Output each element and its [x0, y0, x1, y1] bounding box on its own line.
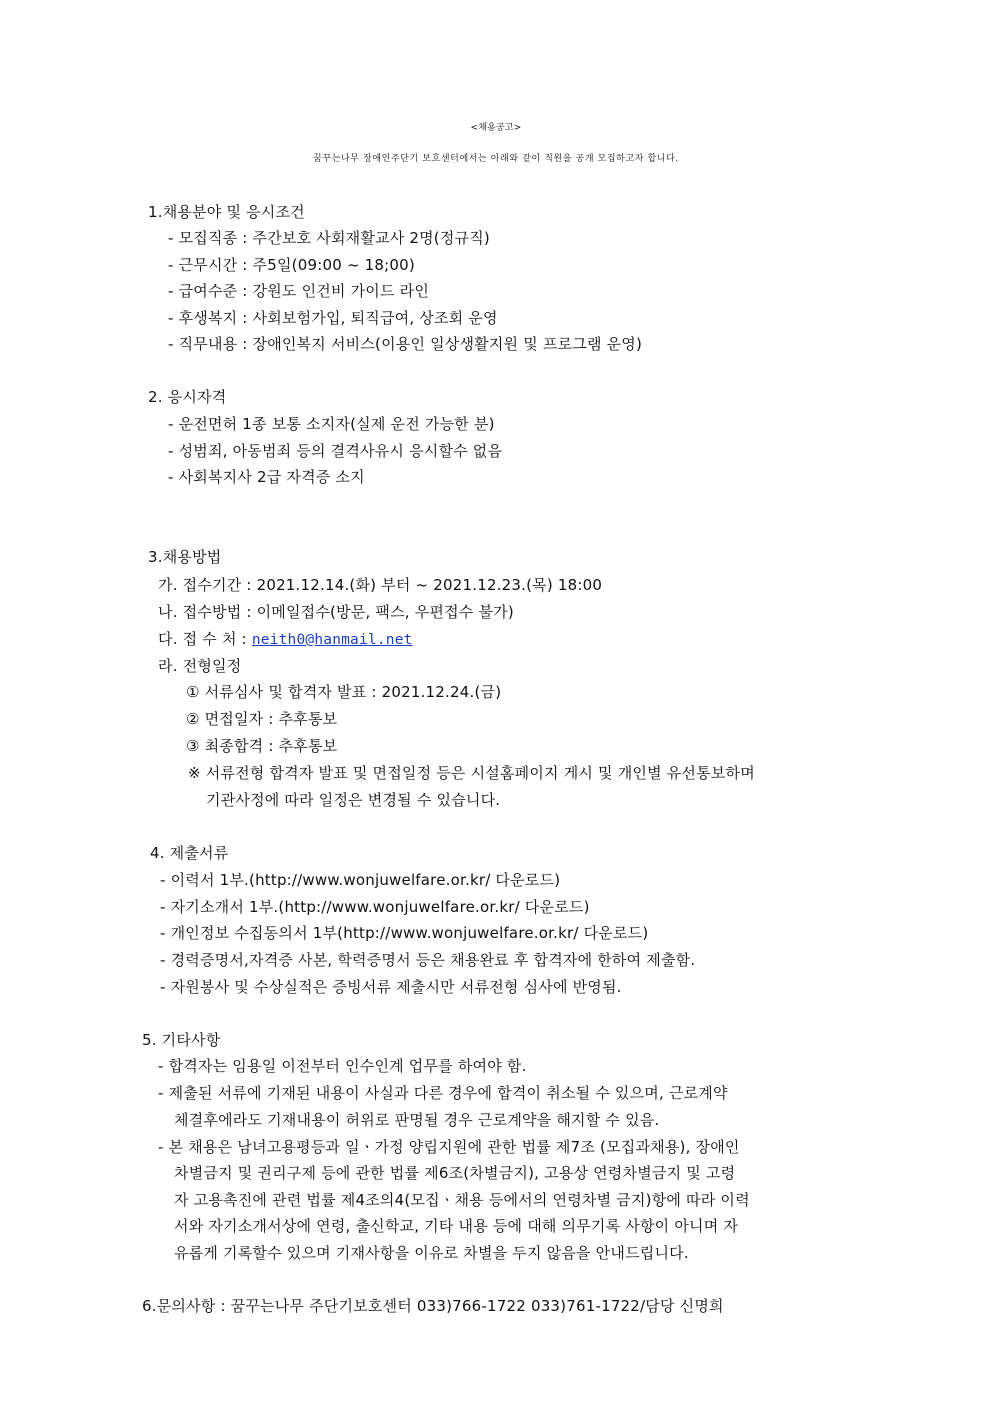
list-item: - 사회복지사 2급 자격증 소지 [168, 468, 365, 486]
list-item: - 운전면허 1종 보통 소지자(실제 운전 가능한 분) [168, 415, 495, 433]
text-line: 체결후에라도 기재내용이 허위로 판명될 경우 근로계약을 해지할 수 있음. [174, 1111, 660, 1129]
text-line: 차별금지 및 권리구제 등에 관한 법률 제6조(차별금지), 고용상 연령차별금지 및 고령 [174, 1164, 736, 1182]
text-line: 서와 자기소개서상에 연령, 출신학교, 기타 내용 등에 대해 의무기록 사항이 아니며 자 [174, 1217, 739, 1235]
text-line: 자 고용촉진에 관련 법률 제4조의4(모집ㆍ채용 등에서의 연령차별 금지)항에 따라 이력 [174, 1191, 750, 1209]
section2-heading: 2. 응시자격 [148, 388, 227, 406]
application-contact [158, 629, 413, 650]
list-item: - 급여수준 : 강원도 인건비 가이드 라인 [168, 282, 430, 300]
intro-text: 꿈꾸는나무 장애인주단기 보호센터에서는 아래와 같이 직원을 공개 모집하고자 합니다. [313, 154, 679, 164]
page-title: <채용공고> [470, 123, 522, 133]
list-item: - 경력증명서,자격증 사본, 학력증명서 등은 채용완료 후 합격자에 한하여 제출함. [160, 951, 696, 969]
application-period: 가. 접수기간 : 2021.12.14.(화) 부터 ~ 2021.12.23.(목) 18:00 [158, 576, 603, 594]
schedule-item: ③ 최종합격 : 추후통보 [186, 737, 338, 755]
list-item: - 근무시간 : 주5일(09:00 ~ 18;00) [168, 256, 415, 274]
inquiry-contact: 6.문의사항 : 꿈꾸는나무 주단기보호센터 033)766-1722 033)761-1722/담당 신명희 [142, 1297, 724, 1315]
list-item: - 직무내용 : 장애인복지 서비스(이용인 일상생활지원 및 프로그램 운영) [168, 335, 643, 353]
text-line: - 본 채용은 남녀고용평등과 일ㆍ가정 양립지원에 관한 법률 제7조 (모집과채용), 장애인 [158, 1138, 740, 1156]
list-item: - 후생복지 : 사회보험가입, 퇴직급여, 상조회 운영 [168, 309, 498, 327]
application-method: 나. 접수방법 : 이메일접수(방문, 팩스, 우편접수 불가) [158, 603, 514, 621]
schedule-heading: 라. 전형일정 [158, 657, 242, 675]
section1-heading: 1.채용분야 및 응시조건 [148, 203, 305, 221]
schedule-note: ※ 서류전형 합격자 발표 및 면접일정 등은 시설홈페이지 게시 및 개인별 유선통보하며 [188, 764, 755, 782]
list-item: - 자원봉사 및 수상실적은 증빙서류 제출시만 서류전형 심사에 반영됨. [160, 978, 622, 996]
list-item: - 자기소개서 1부.(http://www.wonjuwelfare.or.kr/ 다운로드) [160, 898, 590, 916]
section5-heading: 5. 기타사항 [142, 1031, 221, 1049]
text-line: 유롭게 기록할수 있으며 기재사항을 이유로 차별을 두지 않음을 안내드립니다. [174, 1244, 689, 1262]
text-line: - 합격자는 임용일 이전부터 인수인계 업무를 하여야 함. [158, 1057, 527, 1075]
text-line: - 제출된 서류에 기재된 내용이 사실과 다른 경우에 합격이 취소될 수 있으며, 근로계약 [158, 1084, 728, 1102]
email-link[interactable]: neith0@hanmail.net [251, 632, 413, 648]
section3-heading: 3.채용방법 [148, 548, 222, 566]
list-item: - 개인정보 수집동의서 1부(http://www.wonjuwelfare.or.kr/ 다운로드) [160, 924, 649, 942]
list-item: - 이력서 1부.(http://www.wonjuwelfare.or.kr/ 다운로드) [160, 871, 561, 889]
schedule-item: ② 면접일자 : 추후통보 [186, 710, 338, 728]
list-item: - 모집직종 : 주간보호 사회재활교사 2명(정규직) [168, 229, 490, 247]
schedule-note-continued: 기관사정에 따라 일정은 변경될 수 있습니다. [206, 791, 501, 809]
list-item: - 성범죄, 아동범죄 등의 결격사유시 응시할수 없음 [168, 442, 503, 460]
contact-label: 다. 접 수 처 : [158, 630, 252, 648]
schedule-item: ① 서류심사 및 합격자 발표 : 2021.12.24.(금) [186, 683, 502, 701]
section4-heading: 4. 제출서류 [150, 844, 229, 862]
